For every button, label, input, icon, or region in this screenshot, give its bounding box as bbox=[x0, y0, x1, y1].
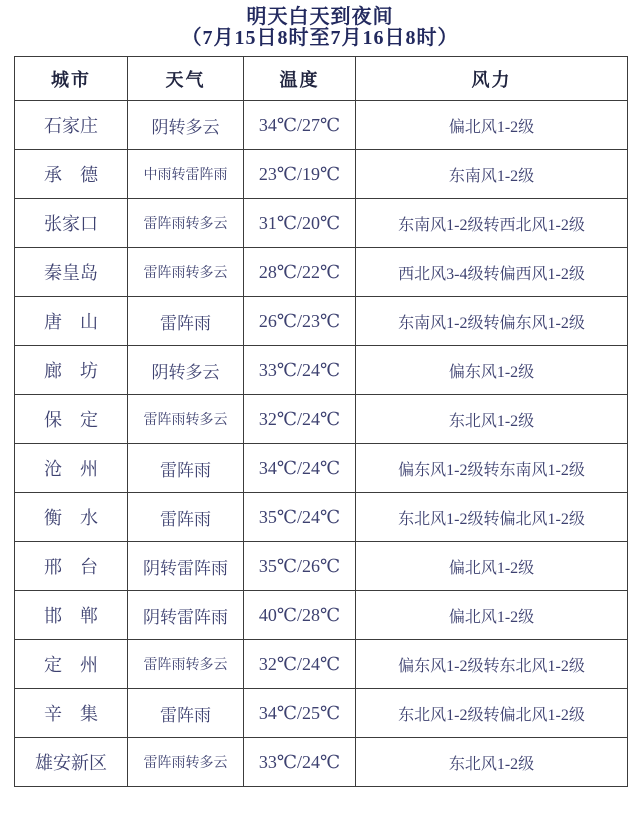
weather-cell: 雷阵雨 bbox=[128, 444, 244, 493]
table-row bbox=[15, 395, 628, 444]
wind-cell: 偏东风1-2级转东南风1-2级 bbox=[356, 444, 628, 493]
table-row bbox=[15, 248, 628, 297]
temperature-cell: 31℃/20℃ bbox=[244, 199, 356, 248]
city-cell: 定 州 bbox=[15, 640, 128, 689]
weather-cell: 雷阵雨转多云 bbox=[128, 199, 244, 248]
city-cell: 张家口 bbox=[15, 199, 128, 248]
wind-cell: 偏北风1-2级 bbox=[356, 542, 628, 591]
wind-cell: 偏东风1-2级 bbox=[356, 346, 628, 395]
weather-cell: 雷阵雨 bbox=[128, 493, 244, 542]
temperature-cell: 33℃/24℃ bbox=[244, 738, 356, 787]
city-cell: 邯 郸 bbox=[15, 591, 128, 640]
table-row bbox=[15, 689, 628, 738]
col-header-wind: 风力 bbox=[356, 57, 628, 101]
col-header-city: 城市 bbox=[15, 57, 128, 101]
wind-cell: 偏北风1-2级 bbox=[356, 101, 628, 150]
temperature-cell: 32℃/24℃ bbox=[244, 395, 356, 444]
table-row bbox=[15, 297, 628, 346]
temperature-cell: 26℃/23℃ bbox=[244, 297, 356, 346]
temperature-cell: 34℃/27℃ bbox=[244, 101, 356, 150]
temperature-cell: 40℃/28℃ bbox=[244, 591, 356, 640]
temperature-cell: 28℃/22℃ bbox=[244, 248, 356, 297]
table-row bbox=[15, 591, 628, 640]
temperature-cell: 34℃/25℃ bbox=[244, 689, 356, 738]
weather-cell: 阴转多云 bbox=[128, 101, 244, 150]
wind-cell: 偏北风1-2级 bbox=[356, 591, 628, 640]
city-cell: 雄安新区 bbox=[15, 738, 128, 787]
weather-cell: 雷阵雨转多云 bbox=[128, 640, 244, 689]
city-cell: 保 定 bbox=[15, 395, 128, 444]
table-row bbox=[15, 444, 628, 493]
wind-cell: 东北风1-2级 bbox=[356, 395, 628, 444]
weather-cell: 雷阵雨转多云 bbox=[128, 248, 244, 297]
temperature-cell: 23℃/19℃ bbox=[244, 150, 356, 199]
wind-cell: 东南风1-2级 bbox=[356, 150, 628, 199]
weather-cell: 雷阵雨转多云 bbox=[128, 395, 244, 444]
col-header-temperature: 温度 bbox=[244, 57, 356, 101]
col-header-weather: 天气 bbox=[128, 57, 244, 101]
city-cell: 秦皇岛 bbox=[15, 248, 128, 297]
table-row bbox=[15, 346, 628, 395]
wind-cell: 西北风3-4级转偏西风1-2级 bbox=[356, 248, 628, 297]
page-title: 明天白天到夜间 bbox=[246, 6, 394, 28]
weather-cell: 阴转多云 bbox=[128, 346, 244, 395]
table-row bbox=[15, 199, 628, 248]
page-subtitle: （7月15日8时至7月16日8时） bbox=[181, 27, 459, 49]
page-title-block bbox=[0, 0, 640, 49]
city-cell: 衡 水 bbox=[15, 493, 128, 542]
wind-cell: 偏东风1-2级转东北风1-2级 bbox=[356, 640, 628, 689]
weather-cell: 阴转雷阵雨 bbox=[128, 591, 244, 640]
temperature-cell: 33℃/24℃ bbox=[244, 346, 356, 395]
weather-cell: 雷阵雨转多云 bbox=[128, 738, 244, 787]
table-header-row bbox=[15, 57, 628, 101]
wind-cell: 东南风1-2级转偏东风1-2级 bbox=[356, 297, 628, 346]
city-cell: 辛 集 bbox=[15, 689, 128, 738]
temperature-cell: 34℃/24℃ bbox=[244, 444, 356, 493]
table-row bbox=[15, 542, 628, 591]
forecast-table bbox=[14, 56, 628, 787]
weather-cell: 雷阵雨 bbox=[128, 297, 244, 346]
weather-cell: 雷阵雨 bbox=[128, 689, 244, 738]
temperature-cell: 35℃/26℃ bbox=[244, 542, 356, 591]
table-row bbox=[15, 101, 628, 150]
temperature-cell: 35℃/24℃ bbox=[244, 493, 356, 542]
city-cell: 石家庄 bbox=[15, 101, 128, 150]
table-row bbox=[15, 640, 628, 689]
wind-cell: 东北风1-2级 bbox=[356, 738, 628, 787]
city-cell: 唐 山 bbox=[15, 297, 128, 346]
city-cell: 廊 坊 bbox=[15, 346, 128, 395]
wind-cell: 东南风1-2级转西北风1-2级 bbox=[356, 199, 628, 248]
wind-cell: 东北风1-2级转偏北风1-2级 bbox=[356, 689, 628, 738]
city-cell: 邢 台 bbox=[15, 542, 128, 591]
forecast-table-body bbox=[15, 101, 628, 787]
city-cell: 沧 州 bbox=[15, 444, 128, 493]
table-row bbox=[15, 738, 628, 787]
wind-cell: 东北风1-2级转偏北风1-2级 bbox=[356, 493, 628, 542]
weather-cell: 阴转雷阵雨 bbox=[128, 542, 244, 591]
table-row bbox=[15, 493, 628, 542]
city-cell: 承 德 bbox=[15, 150, 128, 199]
temperature-cell: 32℃/24℃ bbox=[244, 640, 356, 689]
table-row bbox=[15, 150, 628, 199]
weather-cell: 中雨转雷阵雨 bbox=[128, 150, 244, 199]
